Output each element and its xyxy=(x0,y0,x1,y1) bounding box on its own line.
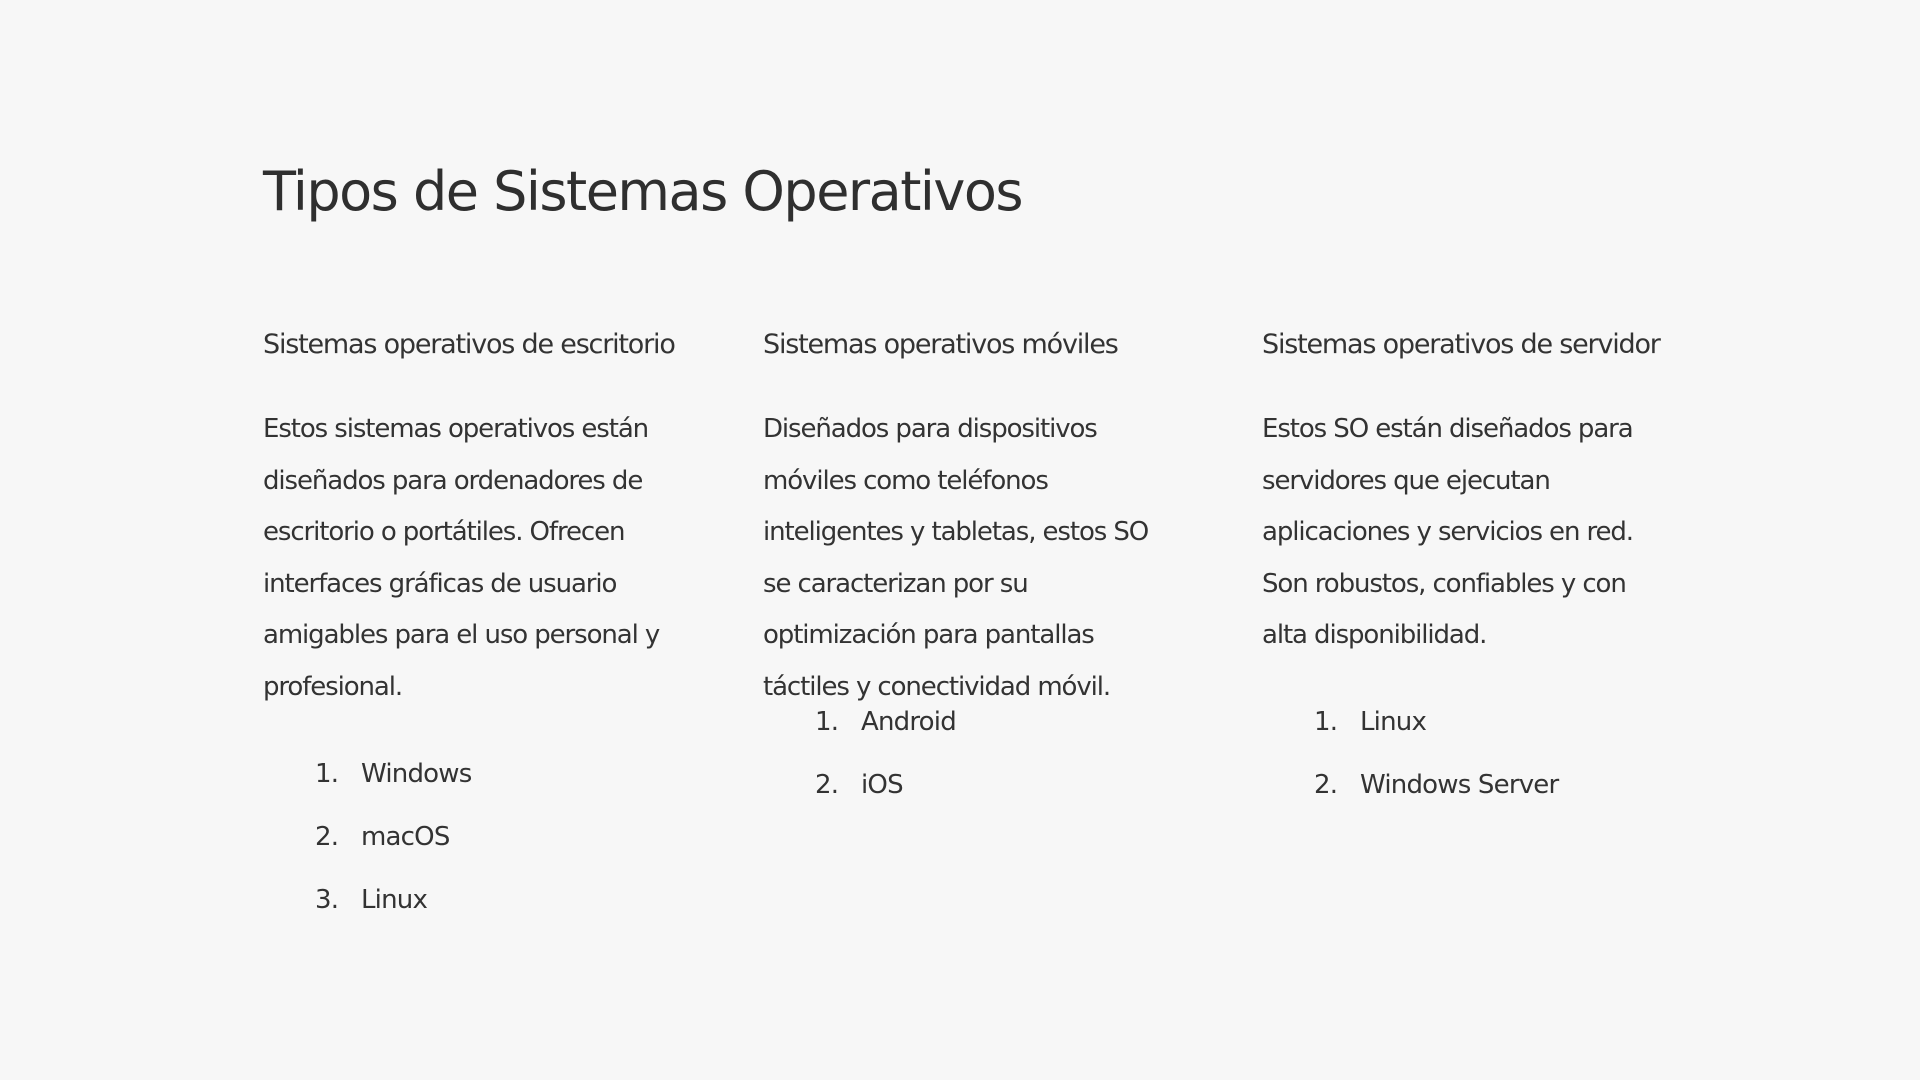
list-label: macOS xyxy=(361,821,450,852)
list-item xyxy=(763,753,956,816)
os-list xyxy=(1262,690,1558,816)
column-description: Estos sistemas operativos están diseñados para ordenadores de escritorio o portátiles. Ofrecen interfaces gráficas de usuario amigables para el uso personal y profesional. xyxy=(263,414,660,702)
list-item xyxy=(263,868,471,931)
list-number: 3. xyxy=(315,884,339,915)
column-heading: Sistemas operativos móviles xyxy=(763,329,1118,360)
column-desktop-os xyxy=(263,322,733,915)
list-item xyxy=(263,742,471,805)
list-number: 2. xyxy=(315,821,339,852)
list-item xyxy=(1262,690,1558,753)
slide-title: Tipos de Sistemas Operativos xyxy=(263,160,1023,223)
column-description: Estos SO están diseñados para servidores que ejecutan aplicaciones y servicios en red. Son robustos, confiables y con alta disponibilidad. xyxy=(1262,414,1633,650)
list-number: 1. xyxy=(315,758,339,789)
list-item xyxy=(763,690,956,753)
list-label: iOS xyxy=(861,769,903,800)
list-label: Windows xyxy=(361,758,472,789)
column-mobile-os xyxy=(763,322,1233,800)
os-list xyxy=(763,690,956,816)
list-label: Android xyxy=(861,706,956,737)
os-list xyxy=(263,742,471,931)
column-server-os xyxy=(1262,322,1732,800)
column-description: Diseñados para dispositivos móviles como teléfonos inteligentes y tabletas, estos SO se caracterizan por su optimización para pantallas táctiles y conectividad móvil. xyxy=(763,414,1149,702)
list-number: 2. xyxy=(1314,769,1338,800)
list-label: Linux xyxy=(1360,706,1427,737)
list-number: 1. xyxy=(815,706,839,737)
list-number: 1. xyxy=(1314,706,1338,737)
list-number: 2. xyxy=(815,769,839,800)
column-heading: Sistemas operativos de servidor xyxy=(1262,329,1660,360)
list-item xyxy=(1262,753,1558,816)
list-item xyxy=(263,805,471,868)
list-label: Linux xyxy=(361,884,428,915)
column-heading: Sistemas operativos de escritorio xyxy=(263,329,675,360)
list-label: Windows Server xyxy=(1360,769,1559,800)
